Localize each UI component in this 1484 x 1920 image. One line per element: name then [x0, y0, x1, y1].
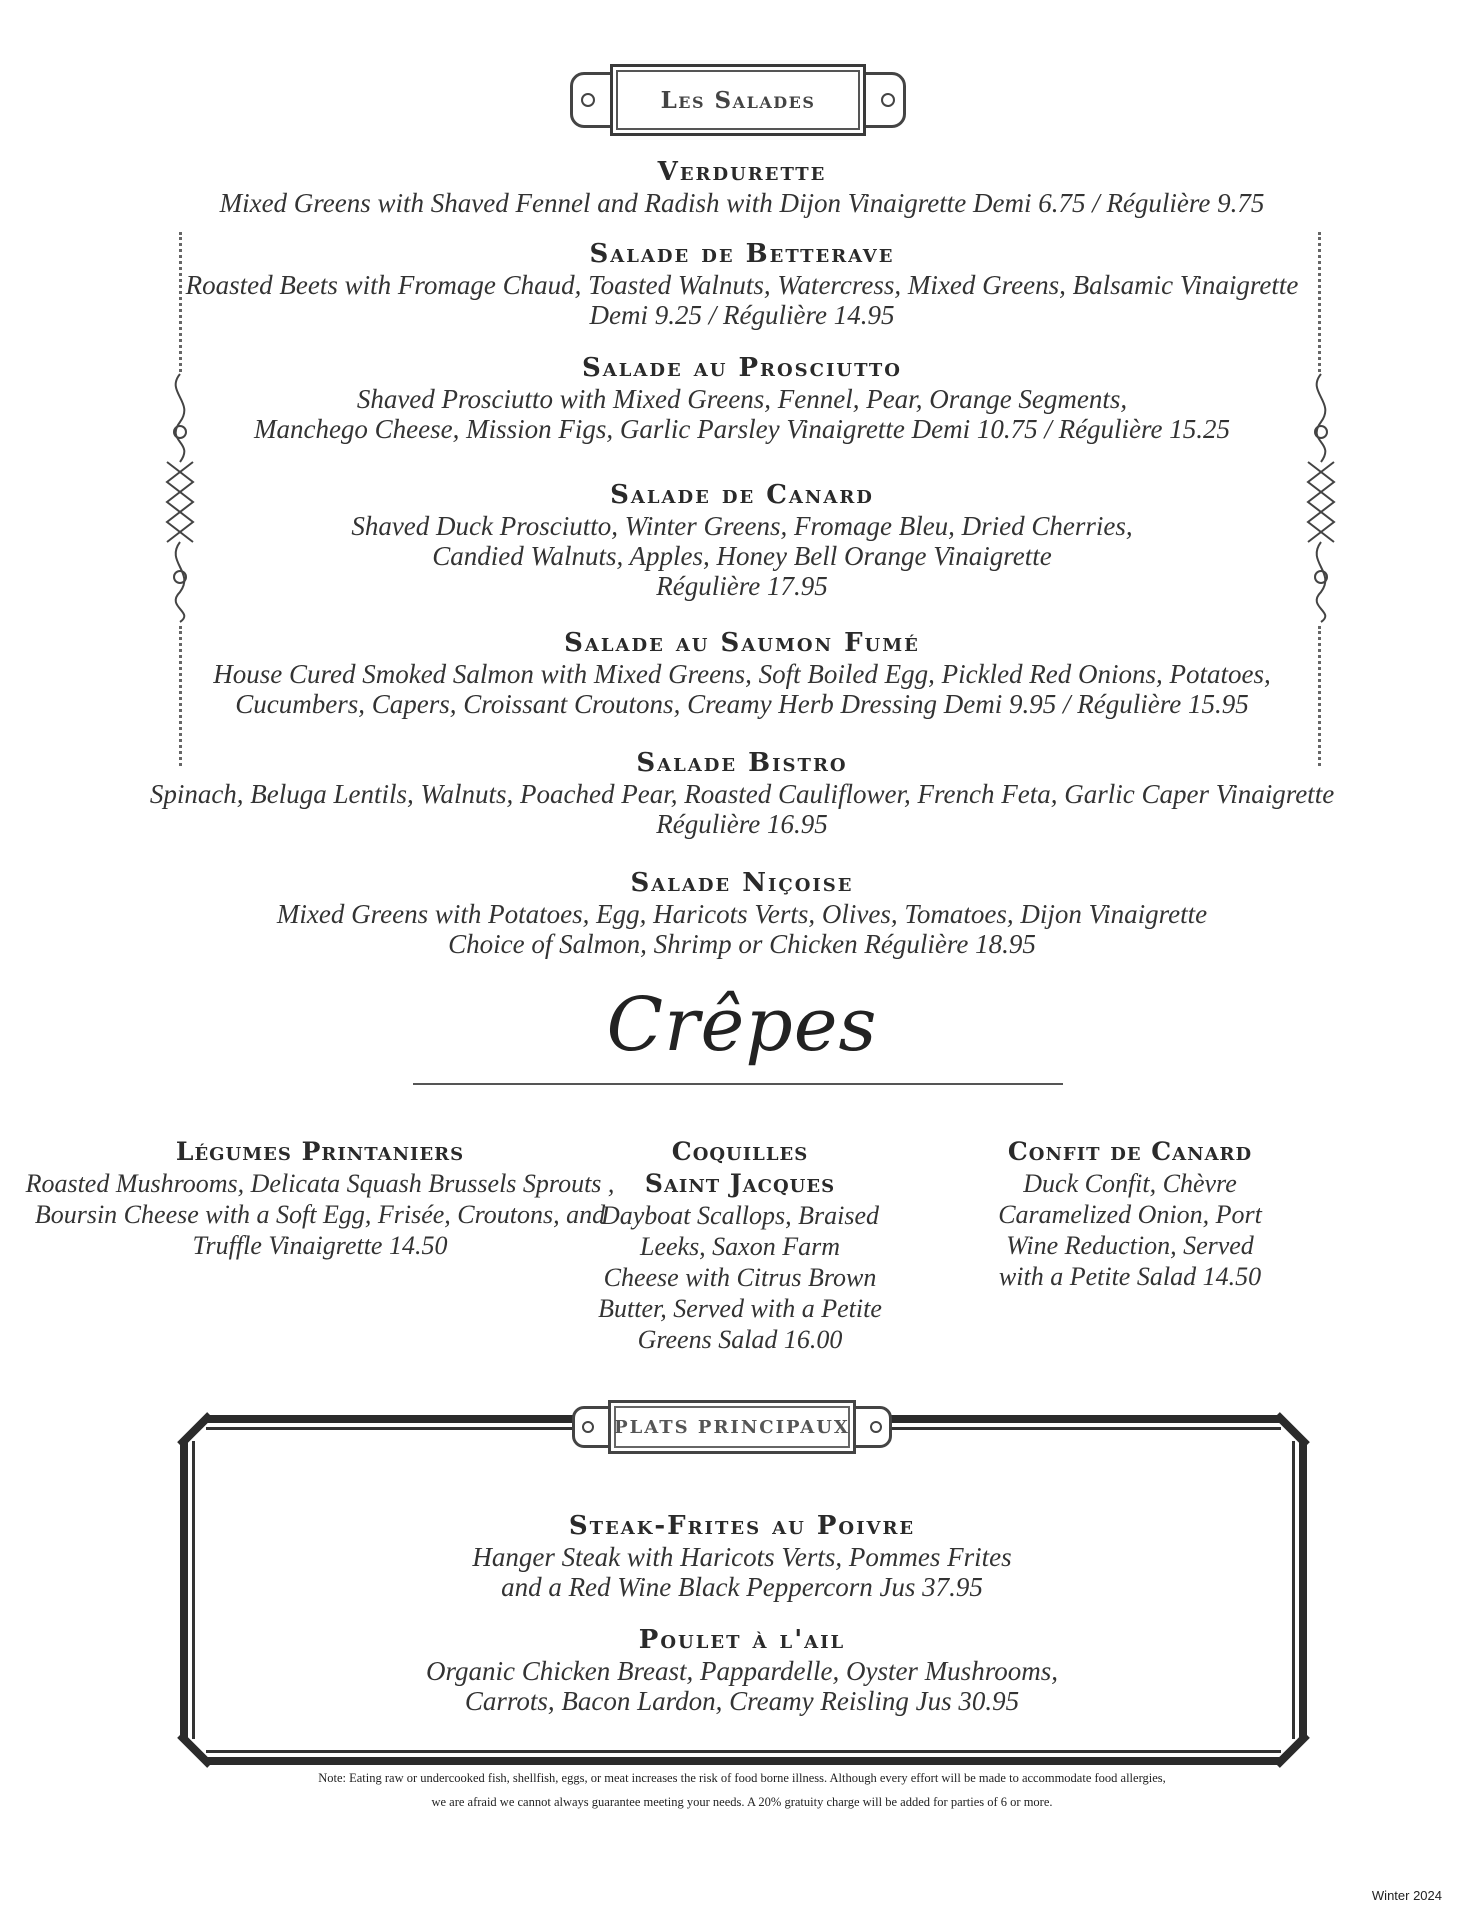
salad-item	[0, 156, 1484, 218]
main-item	[0, 1624, 1484, 1716]
salad-desc-line: Shaved Prosciutto with Mixed Greens, Fennel, Pear, Orange Segments,	[356, 384, 1128, 414]
salad-name: Salade de Betterave	[589, 239, 895, 269]
salad-desc-line: Roasted Beets with Fromage Chaud, Toasted Walnuts, Watercress, Mixed Greens, Balsamic Vinaigrette	[185, 270, 1299, 300]
crepe-desc-line: Duck Confit, Chèvre	[1023, 1169, 1237, 1198]
crepe-desc-line: Caramelized Onion, Port	[998, 1200, 1262, 1229]
salad-desc-line: Candied Walnuts, Apples, Honey Bell Orange Vinaigrette	[432, 541, 1052, 571]
gratuity-note-line: we are afraid we cannot always guarantee meeting your needs. A 20% gratuity charge will be added for parties of 6 or more.	[431, 1795, 1053, 1809]
crepe-item	[960, 1136, 1300, 1292]
salad-desc-line: Régulière 17.95	[656, 571, 828, 601]
salad-name: Salade au Prosciutto	[582, 353, 902, 383]
crepe-name: Saint Jacques	[644, 1169, 836, 1198]
crepe-desc-line: Wine Reduction, Served	[1006, 1231, 1254, 1260]
crepe-desc-line: with a Petite Salad 14.50	[998, 1262, 1262, 1291]
crepe-item	[580, 1136, 900, 1355]
salad-item	[0, 479, 1484, 601]
salad-item	[0, 627, 1484, 719]
salad-desc-line: Mixed Greens with Potatoes, Egg, Haricots Verts, Olives, Tomatoes, Dijon Vinaigrette	[276, 899, 1208, 929]
salad-item	[0, 352, 1484, 444]
crepe-desc-line: Butter, Served with a Petite	[598, 1294, 882, 1323]
plaque-right-cap	[860, 72, 906, 128]
crepe-desc-line: Dayboat Scallops, Braised	[600, 1201, 880, 1230]
main-desc-line: Hanger Steak with Haricots Verts, Pommes Frites	[472, 1542, 1012, 1572]
crepes-divider	[413, 1083, 1063, 1085]
salads-section-title: Les Salades	[660, 86, 816, 114]
salad-name: Salade Bistro	[636, 748, 848, 778]
crepe-name: Confit de Canard	[1007, 1137, 1253, 1166]
salad-desc-line: Choice of Salmon, Shrimp or Chicken Régulière 18.95	[448, 929, 1036, 959]
crepe-name: Coquilles	[671, 1137, 809, 1166]
salad-desc-line: Demi 9.25 / Régulière 14.95	[589, 300, 895, 330]
allergy-note-line: Note: Eating raw or undercooked fish, shellfish, eggs, or meat increases the risk of food borne illness. Although every effort will be made to accommodate food allergies,	[318, 1771, 1166, 1785]
salad-desc-line: Shaved Duck Prosciutto, Winter Greens, Fromage Bleu, Dried Cherries,	[351, 511, 1133, 541]
salad-desc-line: Mixed Greens with Shaved Fennel and Radish with Dijon Vinaigrette Demi 6.75 / Régulière 9.75	[219, 188, 1265, 218]
salad-desc-line: House Cured Smoked Salmon with Mixed Greens, Soft Boiled Egg, Pickled Red Onions, Potatoes,	[213, 659, 1271, 689]
crepe-desc-line: Cheese with Citrus Brown	[603, 1263, 877, 1292]
salad-name: Salade Niçoise	[630, 868, 854, 898]
salads-header-frame	[610, 64, 866, 136]
salad-desc-line: Cucumbers, Capers, Croissant Croutons, Creamy Herb Dressing Demi 9.95 / Régulière 15.95	[235, 689, 1249, 719]
main-desc-line: and a Red Wine Black Peppercorn Jus 37.95	[501, 1572, 983, 1602]
salad-desc-line: Manchego Cheese, Mission Figs, Garlic Parsley Vinaigrette Demi 10.75 / Régulière 15.25	[253, 414, 1231, 444]
main-desc-line: Carrots, Bacon Lardon, Creamy Reisling Jus 30.95	[464, 1686, 1020, 1716]
mains-section-title: PLATS PRINCIPAUX	[614, 1416, 850, 1438]
crepe-desc-line: Boursin Cheese with a Soft Egg, Frisée, Croutons, and	[34, 1200, 606, 1229]
salad-name: Salade au Saumon Fumé	[564, 628, 920, 658]
season-label: Winter 2024	[1371, 1888, 1442, 1903]
salad-item	[0, 867, 1484, 959]
main-name: Poulet à l'ail	[638, 1625, 846, 1655]
crepes-section-title: Crêpes	[606, 982, 878, 1068]
crepe-desc-line: Roasted Mushrooms, Delicata Squash Brussels Sprouts ,	[25, 1169, 615, 1198]
crepe-desc-line: Truffle Vinaigrette 14.50	[192, 1231, 448, 1260]
mains-header-plaque	[572, 1396, 892, 1460]
salad-item	[0, 747, 1484, 839]
salad-item	[0, 238, 1484, 330]
main-name: Steak-Frites au Poivre	[568, 1511, 916, 1541]
salads-header-plaque	[570, 58, 906, 144]
salad-desc-line: Régulière 16.95	[656, 809, 828, 839]
salad-name: Salade de Canard	[610, 480, 874, 510]
crepe-name: Légumes Printaniers	[175, 1137, 465, 1166]
salad-name: Verdurette	[657, 157, 827, 187]
salad-desc-line: Spinach, Beluga Lentils, Walnuts, Poached Pear, Roasted Cauliflower, French Feta, Garlic Caper Vinaigrette	[149, 779, 1335, 809]
crepe-desc-line: Greens Salad 16.00	[637, 1325, 843, 1354]
main-desc-line: Organic Chicken Breast, Pappardelle, Oyster Mushrooms,	[426, 1656, 1058, 1686]
crepe-item	[20, 1136, 620, 1261]
main-item	[0, 1510, 1484, 1602]
crepe-desc-line: Leeks, Saxon Farm	[639, 1232, 840, 1261]
